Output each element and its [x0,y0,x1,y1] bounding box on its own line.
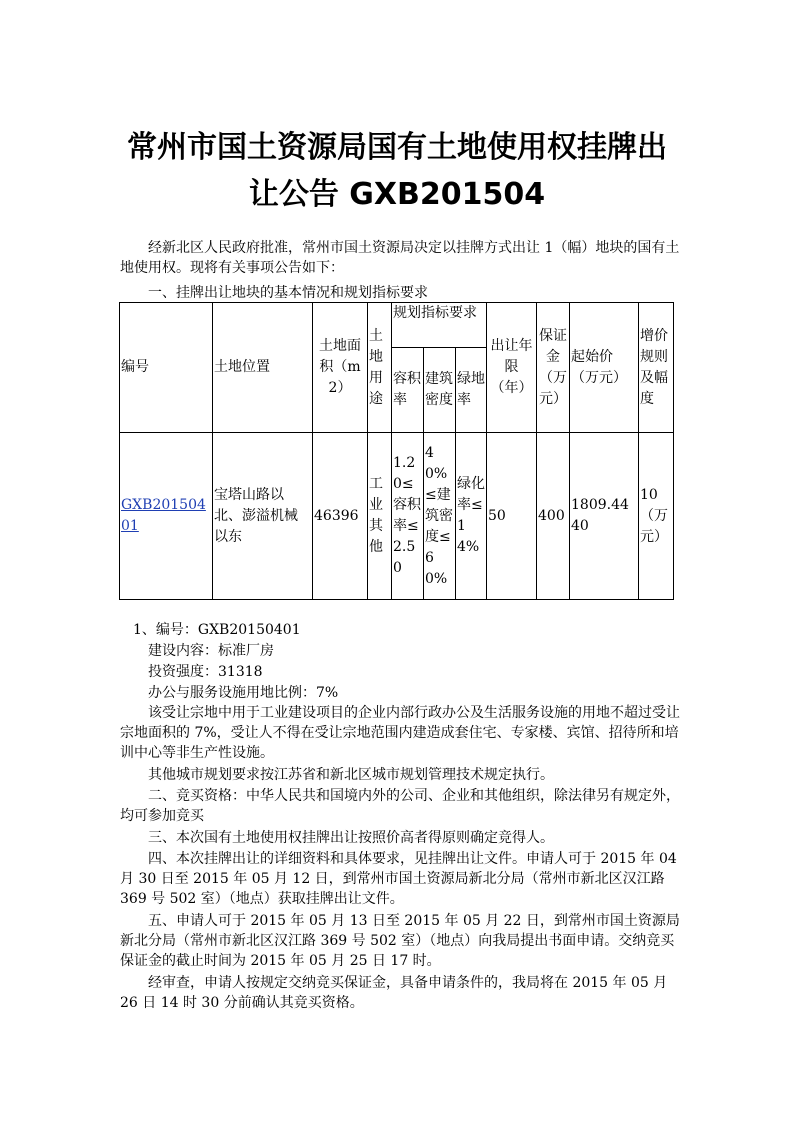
parcel-id-link[interactable]: GXB20150401 [121,497,206,534]
section1-heading: 一、挂牌出让地块的基本情况和规划指标要求 [148,285,428,301]
header-area: 土地面积（m2） [313,303,368,433]
land-parcel-table [119,302,674,600]
header-green: 绿地率 [456,348,487,433]
header-term: 出让年限（年） [487,303,537,433]
other-requirements: 其他城市规划要求按江苏省和新北区城市规划管理技术规定执行。 [148,767,554,783]
cell-start-price: 1809.4440 [570,433,639,600]
office-note: 该受让宗地中用于工业建设项目的企业内部行政办公及生活服务设施的用地不超过受让宗地面积的 7%，受让人不得在受让宗地范围内建造成套住宅、专家楼、宾馆、招待所和培训中心等非生产性设施。 [120,705,680,761]
header-far: 容积率 [392,348,424,433]
cell-far: 1.20≤容积率≤2.50 [392,433,424,600]
cell-increment: 10（万元） [639,433,674,600]
header-density: 建筑密度 [424,348,456,433]
cell-use: 工业其他 [368,433,392,600]
cell-green: 绿化率≤14% [456,433,487,600]
cell-density: 40%≤建筑密度≤60% [424,433,456,600]
cell-area: 46396 [313,433,368,600]
item-number: 1、编号：GXB20150401 [133,622,301,638]
header-location: 土地位置 [213,303,313,433]
header-planning-indicators: 规划指标要求 [392,303,487,348]
section6-review: 经审查，申请人按规定交纳竞买保证金，具备申请条件的，我局将在 2015 年 05 月 26 日 14 时 30 分前确认其竞买资格。 [120,975,668,1011]
section3-principle: 三、本次国有土地使用权挂牌出让按照价高者得原则确定竞得人。 [148,830,554,846]
cell-deposit: 400 [537,433,570,600]
office-ratio: 办公与服务设施用地比例：7% [148,685,339,701]
section5-application: 五、申请人可于 2015 年 05 月 13 日至 2015 年 05 月 22 日，到常州市国土资源局新北分局（常州市新北区汉江路 369 号 502 室）（地点）向我局提出书面申请。交纳竞买保证金的截止时间为 2015 年 05 月 25 日 17 时。 [120,913,680,969]
header-use: 土地用途 [368,303,392,433]
section4-documents: 四、本次挂牌出让的详细资料和具体要求，见挂牌出让文件。申请人可于 2015 年 04 月 30 日至 2015 年 05 月 12 日，到常州市国土资源局新北分局（常州市新北区汉江路 369 号 502 室）（地点）获取挂牌出让文件。 [120,851,677,907]
section2-qualification: 二、竞买资格：中华人民共和国境内外的公司、企业和其他组织，除法律另有规定外，均可参加竞买 [120,788,680,824]
cell-term: 50 [487,433,537,600]
document-title-line2: 让公告 GXB201504 [248,177,546,212]
document-title-line1: 常州市国土资源局国有土地使用权挂牌出 [127,130,667,165]
construction-content: 建设内容：标准厂房 [148,643,274,659]
cell-id[interactable] [120,433,213,600]
cell-location: 宝塔山路以北、澎溢机械以东 [213,433,313,600]
intro-paragraph: 经新北区人民政府批准，常州市国土资源局决定以挂牌方式出让 1（幅）地块的国有土地使用权。现将有关事项公告如下： [120,240,680,276]
header-deposit: 保证金（万元） [537,303,570,433]
header-increment: 增价规则及幅度 [639,303,674,433]
header-id: 编号 [120,303,213,433]
header-start-price: 起始价（万元） [570,303,639,433]
investment-intensity: 投资强度：31318 [148,664,263,680]
